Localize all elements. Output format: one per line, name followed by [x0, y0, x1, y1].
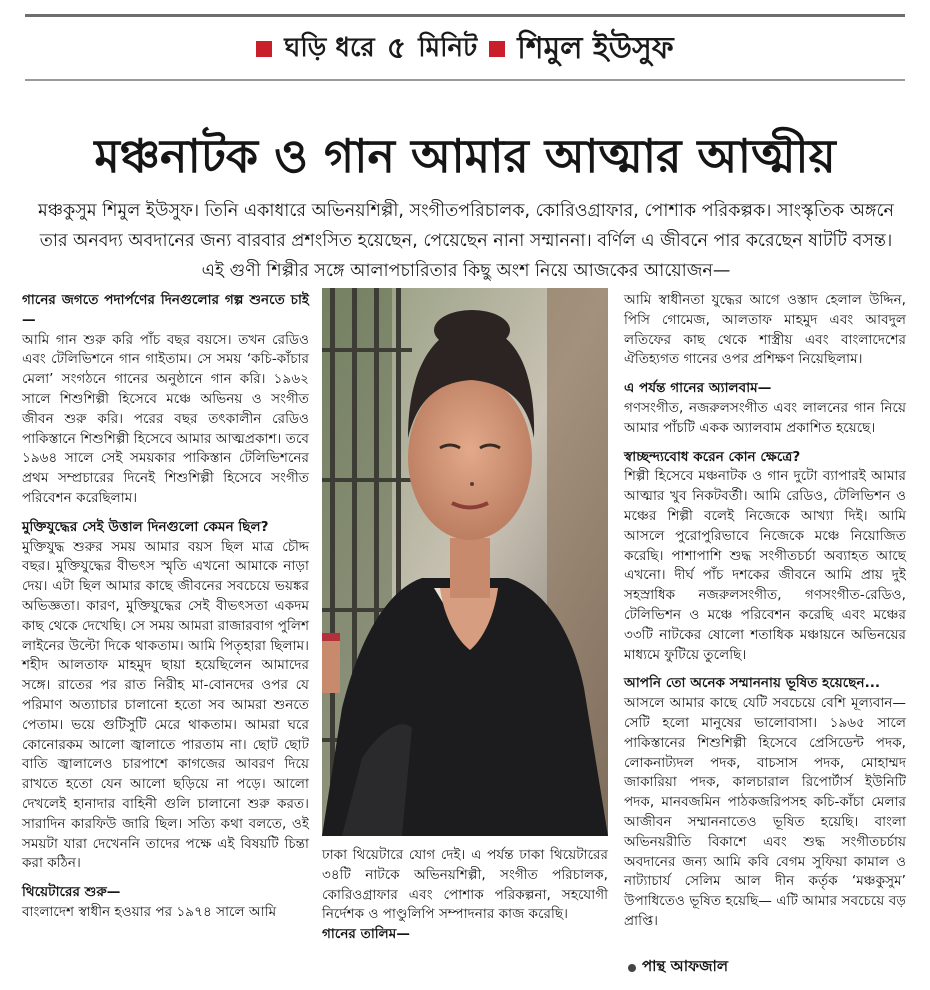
qa-section	[22, 518, 309, 874]
header-rule	[25, 79, 905, 81]
answer-text: বাংলাদেশ স্বাধীন হওয়ার পর ১৯৭৪ সালে আমি	[22, 903, 277, 920]
column-right	[624, 291, 906, 941]
article-headline: মঞ্চনাটক ও গান আমার আত্মার আত্মীয়	[94, 128, 836, 183]
qa-section	[624, 448, 906, 666]
article-intro: মঞ্চকুসুম শিমুল ইউসুফ। তিনি একাধারে অভিনয়শিল্পী, সংগীতপরিচালক, কোরিওগ্রাফার, পোশাক পরিকল্পক। সাংস্কৃতিক অঙ্গনে তার অনবদ্য অবদানের জন্য বারবার প্রশংসিত হয়েছেন, পেয়েছেন নানা সম্মাননা। বর্ণিল এ জীবনে পার করেছেন ষাটটি বসন্ত। এই গুণী শিল্পীর সঙ্গে আলাপচারিতার কিছু অংশ নিয়ে আজকের আয়োজন—	[38, 200, 894, 281]
series-title-number: ৫	[386, 30, 407, 66]
question-heading: এ পর্যন্ত গানের অ্যালবাম—	[624, 380, 772, 397]
answer-text: আমি গান শুরু করি পাঁচ বছর বয়সে। তখন রেডিও এবং টেলিভিশনে গান গাইতাম। সে সময় ‘কচি-কাঁচার মেলা’ সংগঠনে গানের অনুষ্ঠানে গান করি। ১৯৬২ সালে শিশুশিল্পী হিসেবে মঞ্চে অভিনয় ও সংগীত জীবন শুরু করি। পরের বছর তৎকালীন রেডিও পাকিস্তানে শিশুশিল্পী হিসেবে আমার আত্মপ্রকাশ। তবে ১৯৬৪ সালে সেই সময়কার পাকিস্তান টেলিভিশনের প্রথম সম্প্রচারের দিনেই শিশুশিল্পী হিসেবে সংগীত পরিবেশন করেছিলাম।	[22, 331, 309, 506]
portrait-illustration	[322, 288, 608, 836]
portrait-photo	[322, 288, 608, 836]
question-heading: স্বাচ্ছন্দ্যবোধ করেন কোন ক্ষেত্রে?	[624, 448, 801, 465]
series-title-part2: মিনিট	[418, 33, 478, 63]
column-middle	[322, 846, 608, 945]
answer-text: আমি স্বাধীনতা যুদ্ধের আগে ওস্তাদ হেলাল উদ্দিন, পিসি গোমেজ, আলতাফ মাহমুদ এবং আবদুল লতিফের কাছ থেকে শাস্ত্রীয় এবং বাংলাদেশের ঐতিহ্যগত গানের ওপর প্রশিক্ষণ নিয়েছিলাম।	[624, 292, 906, 368]
author-byline	[628, 955, 728, 980]
qa-section	[624, 674, 906, 931]
answer-text: শিল্পী হিসেবে মঞ্চনাটক ও গান দুটো ব্যাপারই আমার আত্মার খুব নিকটবর্তী। আমি রেডিও, টেলিভিশন ও মঞ্চের শিল্পী বলেই নিজেকে আখ্যা দিই। আমি আসলে পুরোপুরিভাবে নিজেকে মঞ্চে নিয়োজিত করেছি। পাশাপাশি শুদ্ধ সংগীতচর্চা অব্যাহত আছে এখনো। দীর্ঘ পাঁচ দশকের জীবনে আমি প্রায় দুই সহস্রাধিক নজরুলসংগীত, গণসংগীত-রেডিও, টেলিভিশন ও মঞ্চে পরিবেশন করেছি এবং মঞ্চের ৩৩টি নাটকের ষোলো শতাধিক মঞ্চায়নে অভিনয়ের মাধ্যমে ফুটিয়ে তুলেছি।	[624, 468, 906, 663]
qa-section	[624, 379, 906, 438]
question-heading: থিয়েটারের শুরু—	[22, 884, 121, 901]
author-name: পান্থ আফজাল	[642, 957, 729, 975]
question-heading: আপনি তো অনেক সম্মাননায় ভূষিত হয়েছেন...	[624, 675, 881, 692]
bullet-icon	[628, 964, 636, 972]
qa-section	[22, 291, 309, 509]
red-square-icon	[256, 41, 272, 57]
question-heading: গানের তালিম—	[322, 926, 410, 943]
qa-section	[624, 291, 906, 370]
answer-text: মুক্তিযুদ্ধ শুরুর সময় আমার বয়স ছিল মাত্র চৌদ্দ বছর। মুক্তিযুদ্ধের বীভৎস স্মৃতি এখনো আমাকে নাড়া দেয়। এটা ছিল আমার কাছে জীবনের সবচেয়ে ভয়ঙ্কর অভিজ্ঞতা। কারণ, মুক্তিযুদ্ধের সেই বীভৎসতা একদম কাছ থেকে দেখেছি। সে সময় আমরা রাজারবাগ পুলিশ লাইনের উল্টো দিকে থাকতাম। আমি পিতৃহারা ছিলাম। শহীদ আলতাফ মাহমুদ ছায়া হয়েছিলেন আমাদের সঙ্গে। রাতের পর রাত নিরীহ মা-বোনদের ওপর যে পরিমাণ অত্যাচার চালানো হতো সব আমরা শুনতে পেতাম। ভয়ে গুটিসুটি মেরে থাকতাম। আমরা ঘরে কোনোরকম আলো জ্বালাতে পারতাম না। ছোট ছোট বাতি জ্বালালেও চারপাশে কাগজের আবরণ দিয়ে রাখতে হতো যেন আলো ছড়িয়ে না পড়ে। আলো দেখলেই হানাদার বাহিনী গুলি চালানো শুরু করত। সারাদিন কারফিউ জারি ছিল। সত্যি কথা বলতে, ওই সময়টা যারা দেখেননি তাদের পক্ষে এই বিষয়টি চিন্তা করা কঠিন।	[22, 538, 309, 872]
question-heading: মুক্তিযুদ্ধের সেই উত্তাল দিনগুলো কেমন ছিল?	[22, 518, 269, 535]
answer-text: আসলে আমার কাছে যেটি সবচেয়ে বেশি মূল্যবান— সেটি হলো মানুষের ভালোবাসা। ১৯৬৫ সালে পাকিস্তানের শিশুশিল্পী হিসেবে প্রেসিডেন্ট পদক, লোকনাট্যদল পদক, বাচসাস পদক, মোহাম্মদ জাকারিয়া পদক, কালচারাল রিপোর্টার্স ইউনিটি পদক, মানবজমিন পাঠকজরিপসহ কচি-কাঁচা মেলার আজীবন সম্মাননাতেও ভূষিত হয়েছি। বাংলা অভিনয়রীতি বিকাশে এবং শুদ্ধ সংগীতচর্চায় অবদানের জন্য আমি কবি বেগম সুফিয়া কামাল ও নাট্যাচার্য সেলিম আল দীন কর্তৃক ‘মঞ্চকুসুম’ উপাধিতেও ভূষিত হয়েছি— এটি আমার সবচেয়ে বড় প্রাপ্তি।	[624, 695, 906, 929]
series-title-part1: ঘড়ি ধরে	[284, 33, 375, 63]
question-heading: গানের জগতে পদার্পণের দিনগুলোর গল্প শুনতে চাই—	[22, 292, 309, 328]
series-header	[25, 24, 905, 74]
subject-name: শিমুল ইউসুফ	[517, 30, 674, 66]
column-left	[22, 291, 309, 932]
answer-text: গণসংগীত, নজরুলসংগীত এবং লালনের গান নিয়ে আমার পাঁচটি একক অ্যালবাম প্রকাশিত হয়েছে।	[624, 399, 906, 436]
answer-text: ঢাকা থিয়েটারে যোগ দেই। এ পর্যন্ত ঢাকা থিয়েটারের ৩৪টি নাটকে অভিনয়শিল্পী, সংগীত পরিচালক, কোরিওগ্রাফার এবং পোশাক পরিকল্পনা, সহযোগী নির্দেশক ও পাণ্ডুলিপি সম্পাদনার কাজ করেছি।	[322, 847, 608, 923]
top-rule	[25, 14, 905, 17]
qa-section	[22, 883, 309, 923]
red-square-icon	[489, 41, 505, 57]
